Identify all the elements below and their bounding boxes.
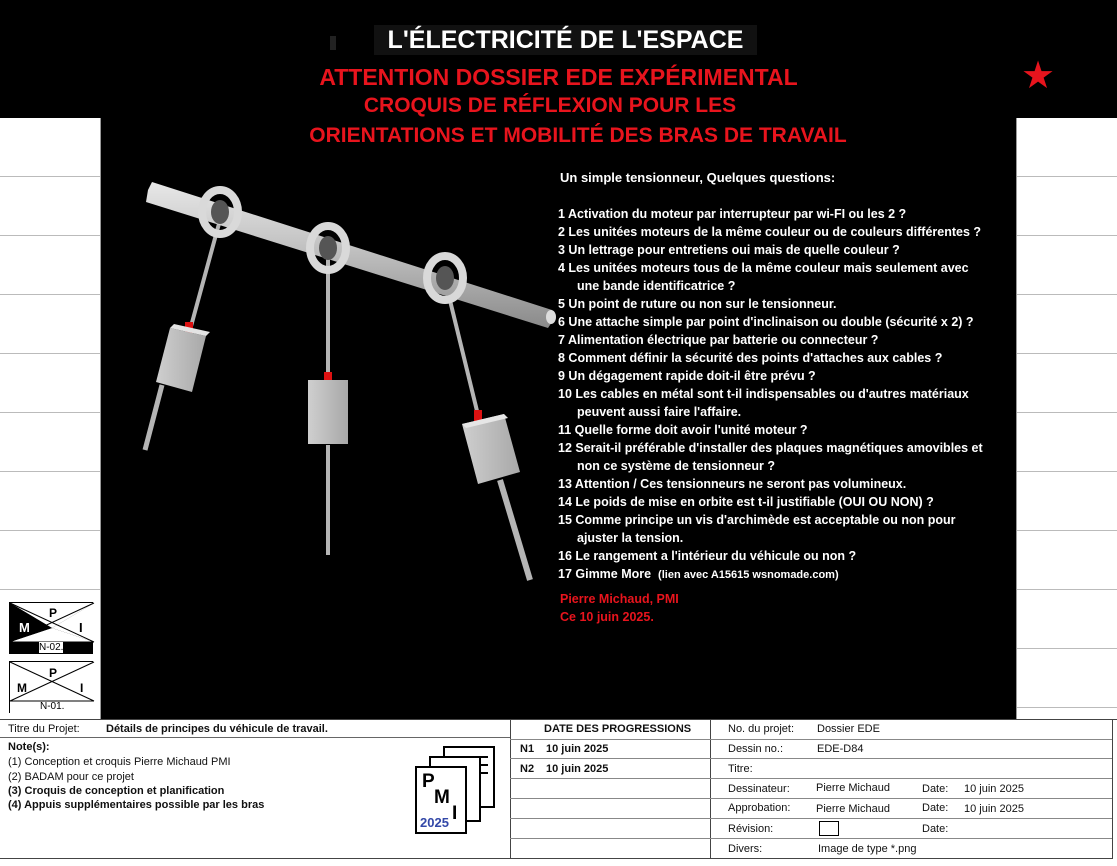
badge-letter-p: P: [49, 606, 58, 620]
question-item-continued: non ce système de tensionneur ?: [577, 459, 775, 473]
revision-label: Révision:: [728, 823, 774, 835]
question-item-continued: peuvent aussi faire l'affaire.: [577, 405, 742, 419]
author-date: Ce 10 juin 2025.: [560, 610, 654, 624]
question-item: 4 Les unitées moteurs tous de la même couleur mais seulement avec: [558, 261, 969, 275]
warning-heading: ATTENTION DOSSIER EDE EXPÉRIMENTAL: [319, 64, 798, 90]
project-no-label: No. du projet:: [728, 723, 795, 735]
divider: [710, 798, 1112, 799]
question-item: 3 Un lettrage pour entretiens oui mais de quelle couleur ?: [558, 243, 900, 257]
divider: [710, 758, 1112, 759]
badge-code: N-02.: [39, 642, 64, 653]
divider: [710, 739, 1112, 740]
designer-value: Pierre Michaud: [816, 782, 890, 794]
badge-letter-i: I: [80, 681, 84, 695]
designer-date: 10 juin 2025: [964, 783, 1024, 795]
progress-header: DATE DES PROGRESSIONS: [544, 723, 692, 735]
title-marker: [330, 36, 336, 50]
date-label: Date:: [922, 802, 949, 814]
divider: [510, 758, 710, 759]
badge-letter-i: I: [79, 620, 83, 635]
question-17-link-note: (lien avec A15615 wsnomade.com): [658, 569, 839, 581]
progress-date: 10 juin 2025: [546, 743, 609, 755]
pmi-logo: [414, 745, 498, 835]
badge-letter-m: M: [17, 681, 27, 695]
question-item: 8 Comment définir la sécurité des points d'attaches aux cables ?: [558, 351, 943, 365]
project-title-value: Détails de principes du véhicule de travail.: [106, 723, 328, 735]
divers-label: Divers:: [728, 843, 763, 855]
questions-heading: Un simple tensionneur, Quelques questions:: [560, 170, 836, 185]
divider: [510, 798, 710, 799]
subtitle-line-1: CROQUIS DE RÉFLEXION POUR LES: [363, 94, 737, 117]
question-item: 1 Activation du moteur par interrupteur par wi-FI ou les 2 ?: [558, 207, 907, 221]
divider: [510, 778, 710, 779]
logo-letter-m: M: [434, 787, 450, 808]
question-17-text: 17 Gimme More: [558, 567, 652, 581]
badge-code: N-01.: [40, 701, 65, 712]
badge-letter-p: P: [49, 666, 58, 680]
project-no-value: Dossier EDE: [817, 723, 880, 735]
date-label: Date:: [922, 823, 949, 835]
divider: [0, 858, 1113, 859]
approval-label: Approbation:: [728, 802, 791, 814]
tensioner-sketch: [100, 160, 560, 590]
question-item: [558, 565, 1008, 584]
date-label: Date:: [922, 783, 949, 795]
motor-unit-middle: [308, 372, 348, 444]
page-title: L'ÉLECTRICITÉ DE L'ESPACE: [374, 25, 757, 55]
question-item-continued: ajuster la tension.: [577, 531, 684, 545]
question-item: 2 Les unitées moteurs de la même couleur ou de couleurs différentes ?: [558, 225, 982, 239]
designer-label: Dessinateur:: [728, 783, 790, 795]
pmi-badge-n02: [8, 601, 94, 655]
approval-value: Pierre Michaud: [816, 803, 890, 815]
subtitle-line-2: ORIENTATIONS ET MOBILITÉ DES BRAS DE TRAVAIL: [309, 124, 847, 147]
questions-list: [558, 205, 1008, 584]
note-item: (1) Conception et croquis Pierre Michaud PMI: [8, 756, 231, 768]
question-item: 12 Serait-il préférable d'installer des plaques magnétiques amovibles et: [558, 441, 983, 455]
notes-label: Note(s):: [8, 741, 50, 753]
question-item: 13 Attention / Ces tensionneurs ne seront pas volumineux.: [558, 477, 907, 491]
progress-label: N2: [520, 763, 535, 775]
drawing-no-label: Dessin no.:: [728, 743, 784, 755]
author-name: Pierre Michaud, PMI: [560, 592, 679, 606]
pmi-badge-n01: [8, 660, 94, 714]
question-item-continued: une bande identificatrice ?: [577, 279, 736, 293]
motor-unit-right: [462, 410, 520, 484]
cable-left-lower: [145, 385, 162, 450]
author-block: [560, 590, 679, 626]
revision-checkbox[interactable]: [819, 821, 839, 836]
question-item: 16 Le rangement a l'intérieur du véhicule ou non ?: [558, 549, 857, 563]
note-item: (4) Appuis supplémentaires possible par les bras: [8, 799, 265, 811]
divider: [710, 838, 1112, 839]
question-item: 6 Une attache simple par point d'inclinaison ou double (sécurité x 2) ?: [558, 315, 974, 329]
question-item: 11 Quelle forme doit avoir l'unité moteur ?: [558, 423, 808, 437]
question-item: 15 Comme principe un vis d'archimède est acceptable ou non pour: [558, 513, 956, 527]
question-item: 9 Un dégagement rapide doit-il être prévu ?: [558, 369, 816, 383]
divider: [510, 739, 710, 740]
progress-date: 10 juin 2025: [546, 763, 609, 775]
divers-value: Image de type *.png: [818, 843, 917, 855]
divider: [710, 818, 1112, 819]
divider: [1112, 719, 1113, 859]
right-margin-column: [1016, 118, 1117, 719]
divider: [510, 838, 710, 839]
star-icon: ★: [1021, 55, 1056, 97]
progress-label: N1: [520, 743, 535, 755]
logo-year: 2025: [420, 815, 449, 830]
badge-letter-m: M: [19, 620, 30, 635]
approval-date: 10 juin 2025: [964, 803, 1024, 815]
divider: [510, 818, 710, 819]
logo-letter-i: I: [452, 803, 458, 824]
question-item: 10 Les cables en métal sont t-il indispensables ou d'autres matériaux: [558, 387, 969, 401]
question-item: 7 Alimentation électrique par batterie ou connecteur ?: [558, 333, 879, 347]
divider: [710, 778, 1112, 779]
question-item: 14 Le poids de mise en orbite est t-il justifiable (OUI OU NON) ?: [558, 495, 934, 509]
logo-letter-p: P: [422, 771, 435, 792]
drawing-no-value: EDE-D84: [817, 743, 864, 755]
motor-unit-left: [156, 322, 210, 392]
project-title-label: Titre du Projet:: [8, 723, 80, 735]
titre-label: Titre:: [728, 763, 753, 775]
note-item: (3) Croquis de conception et planification: [8, 785, 225, 797]
question-item: 5 Un point de ruture ou non sur le tensionneur.: [558, 297, 837, 311]
cable-right-lower: [500, 480, 530, 580]
note-item: (2) BADAM pour ce projet: [8, 771, 134, 783]
divider: [0, 737, 510, 738]
